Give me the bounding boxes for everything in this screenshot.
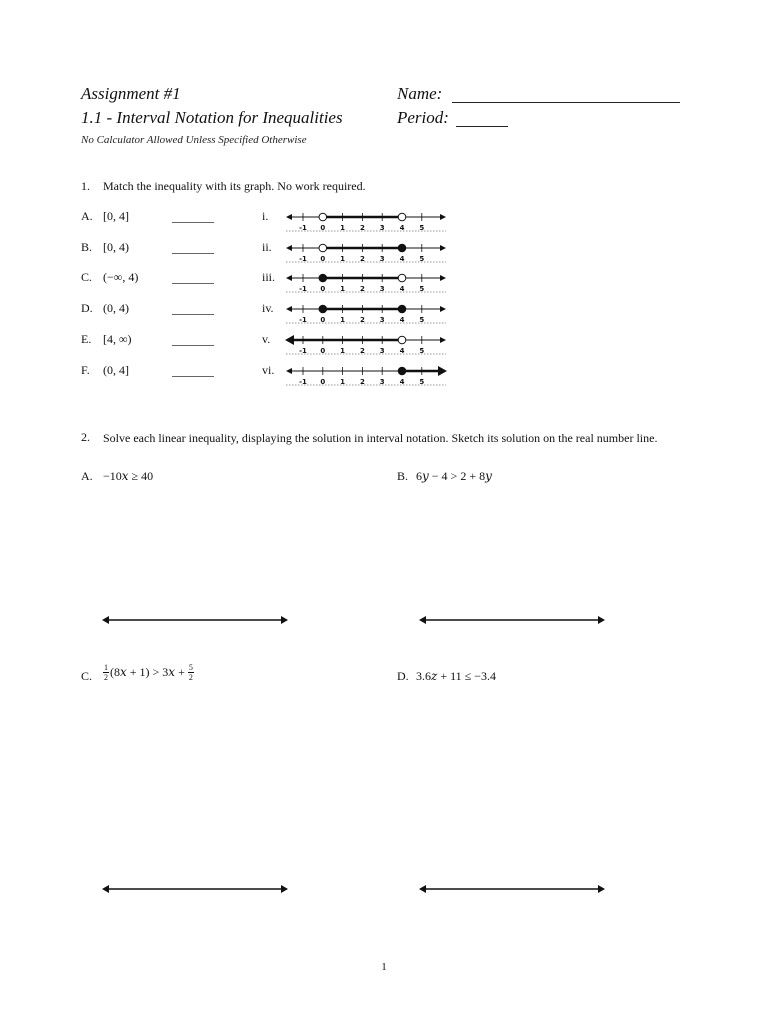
tick-label: 3 bbox=[379, 377, 385, 386]
q1-answer-blank[interactable] bbox=[172, 376, 214, 377]
tick-label: 0 bbox=[320, 377, 326, 386]
tick-label: 5 bbox=[419, 285, 425, 294]
q1-graph-number-line bbox=[284, 239, 448, 263]
q1-graph-number-line bbox=[284, 208, 448, 232]
q1-item-interval: (0, 4] bbox=[103, 362, 129, 377]
tick-label: 1 bbox=[340, 254, 346, 263]
assignment-title: Assignment #1 bbox=[81, 84, 181, 103]
axis-left-arrow bbox=[286, 245, 292, 251]
open-endpoint bbox=[398, 213, 406, 221]
tick-label: 5 bbox=[419, 316, 425, 325]
tick-label: 0 bbox=[320, 254, 326, 263]
q1-prompt: Match the inequality with its graph. No work required. bbox=[103, 179, 366, 193]
q2b-expression: 6𝑦 − 4 > 2 + 8𝑦 bbox=[416, 469, 492, 483]
axis-left-arrow bbox=[286, 368, 292, 374]
q1-graph-number-line bbox=[284, 269, 448, 293]
q2d-number-line[interactable] bbox=[417, 881, 607, 897]
axis-right-arrow bbox=[440, 337, 446, 343]
q1-graph-number-line bbox=[284, 300, 448, 324]
tick-label: 1 bbox=[340, 377, 346, 386]
tick-label: 3 bbox=[379, 316, 385, 325]
closed-endpoint bbox=[319, 305, 327, 313]
q2b-letter: B. bbox=[397, 469, 409, 483]
q2c-letter: C. bbox=[81, 669, 93, 683]
q1-answer-blank[interactable] bbox=[172, 345, 214, 346]
tick-label: 0 bbox=[320, 316, 326, 325]
tick-label: 2 bbox=[359, 254, 365, 263]
tick-label: 2 bbox=[359, 316, 365, 325]
tick-label: 3 bbox=[379, 285, 385, 294]
tick-label: -1 bbox=[299, 254, 307, 263]
q2c-frac2-den: 2 bbox=[188, 673, 193, 682]
open-endpoint bbox=[398, 275, 406, 283]
axis-right-arrow bbox=[440, 275, 446, 281]
q1-item-interval: [4, ∞) bbox=[103, 331, 132, 346]
tick-label: 4 bbox=[399, 316, 405, 325]
tick-label: 5 bbox=[419, 377, 425, 386]
q2c-number-line[interactable] bbox=[100, 881, 290, 897]
tick-label: 2 bbox=[359, 285, 365, 294]
q2a-expression: −10𝑥 ≥ 40 bbox=[103, 469, 154, 483]
tick-label: 0 bbox=[320, 224, 326, 232]
solution-left-arrow bbox=[285, 335, 294, 345]
axis-left-arrow bbox=[286, 214, 292, 220]
tick-label: -1 bbox=[299, 316, 307, 325]
tick-label: 1 bbox=[340, 285, 346, 294]
q1-item-letter: E. bbox=[81, 331, 92, 346]
tick-label: 4 bbox=[399, 224, 405, 232]
solution-right-arrow bbox=[438, 366, 447, 376]
q2c-expression bbox=[103, 663, 194, 682]
q2c-frac1-num: 1 bbox=[104, 663, 108, 672]
page-number: 1 bbox=[381, 961, 387, 973]
q2a-number-line[interactable] bbox=[100, 612, 290, 628]
closed-endpoint bbox=[398, 244, 406, 252]
q1-item-letter: D. bbox=[81, 301, 93, 316]
q2a-letter: A. bbox=[81, 469, 93, 483]
closed-endpoint bbox=[398, 305, 406, 313]
q2b-number-line[interactable] bbox=[417, 612, 607, 628]
q1-answer-blank[interactable] bbox=[172, 314, 214, 315]
assignment-subtitle: 1.1 - Interval Notation for Inequalities bbox=[81, 108, 343, 127]
q1-answer-blank[interactable] bbox=[172, 253, 214, 254]
q1-item-interval: (0, 4) bbox=[103, 301, 129, 316]
period-label: Period: bbox=[397, 108, 449, 127]
tick-label: 0 bbox=[320, 285, 326, 294]
tick-label: -1 bbox=[299, 224, 307, 232]
q2c-frac1-den: 2 bbox=[104, 673, 108, 682]
q1-item-interval: (−∞, 4) bbox=[103, 270, 139, 285]
q1-graph-number-line bbox=[284, 362, 448, 386]
open-endpoint bbox=[319, 213, 327, 221]
q1-item-interval: [0, 4] bbox=[103, 209, 129, 223]
tick-label: 1 bbox=[340, 346, 346, 355]
tick-label: 4 bbox=[399, 377, 405, 386]
axis-right-arrow bbox=[440, 306, 446, 312]
q1-graph-numeral: iii. bbox=[262, 270, 276, 285]
period-blank bbox=[456, 126, 508, 127]
q2d-expression: 3.6𝑧 + 11 ≤ −3.4 bbox=[416, 669, 496, 683]
axis-right-arrow bbox=[440, 214, 446, 220]
calculator-note: No Calculator Allowed Unless Specified Otherwise bbox=[81, 134, 307, 146]
q1-graph-numeral: v. bbox=[262, 331, 271, 346]
q1-item-letter: A. bbox=[81, 209, 93, 223]
tick-label: 4 bbox=[399, 254, 405, 263]
tick-label: 1 bbox=[340, 316, 346, 325]
tick-label: 1 bbox=[340, 224, 346, 232]
q1-number: 1. bbox=[81, 179, 90, 193]
closed-endpoint bbox=[398, 367, 406, 375]
q1-graph-numeral: ii. bbox=[262, 239, 272, 254]
q1-answer-blank[interactable] bbox=[172, 283, 214, 284]
q1-graph-number-line bbox=[284, 331, 448, 355]
q2-prompt: Solve each linear inequality, displaying the solution in interval notation. Sketch its solution on the real number line. bbox=[103, 431, 658, 445]
q2c-frac2-num: 5 bbox=[188, 663, 193, 672]
tick-label: 5 bbox=[419, 224, 425, 232]
q1-graph-numeral: i. bbox=[262, 209, 269, 223]
q1-item-letter: B. bbox=[81, 239, 93, 254]
q2c-fraction-one-half bbox=[103, 663, 109, 682]
tick-label: 4 bbox=[399, 346, 405, 355]
q1-graph-numeral: vi. bbox=[262, 362, 275, 377]
tick-label: 4 bbox=[399, 285, 405, 294]
name-blank bbox=[452, 102, 680, 103]
axis-left-arrow bbox=[286, 275, 292, 281]
q1-item-interval: [0, 4) bbox=[103, 239, 129, 254]
tick-label: 2 bbox=[359, 224, 365, 232]
q1-item-letter: C. bbox=[81, 270, 93, 285]
closed-endpoint bbox=[319, 275, 327, 283]
q1-answer-blank[interactable] bbox=[172, 222, 214, 223]
q1-item-letter: F. bbox=[81, 362, 90, 377]
tick-label: 5 bbox=[419, 254, 425, 263]
axis-left-arrow bbox=[286, 306, 292, 312]
tick-label: -1 bbox=[299, 346, 307, 355]
name-label: Name: bbox=[397, 84, 443, 103]
open-endpoint bbox=[398, 336, 406, 344]
tick-label: 0 bbox=[320, 346, 326, 355]
tick-label: 3 bbox=[379, 224, 385, 232]
tick-label: 3 bbox=[379, 346, 385, 355]
axis-right-arrow bbox=[440, 245, 446, 251]
tick-label: 3 bbox=[379, 254, 385, 263]
q2c-middle: (8𝑥 + 1) > 3𝑥 + bbox=[110, 665, 185, 679]
tick-label: -1 bbox=[299, 377, 307, 386]
tick-label: 2 bbox=[359, 346, 365, 355]
q2-number: 2. bbox=[81, 430, 90, 444]
tick-label: 2 bbox=[359, 377, 365, 386]
q2d-letter: D. bbox=[397, 669, 409, 683]
q1-graph-numeral: iv. bbox=[262, 301, 274, 316]
tick-label: -1 bbox=[299, 285, 307, 294]
q2c-fraction-five-halves bbox=[188, 663, 194, 682]
open-endpoint bbox=[319, 244, 327, 252]
tick-label: 5 bbox=[419, 346, 425, 355]
